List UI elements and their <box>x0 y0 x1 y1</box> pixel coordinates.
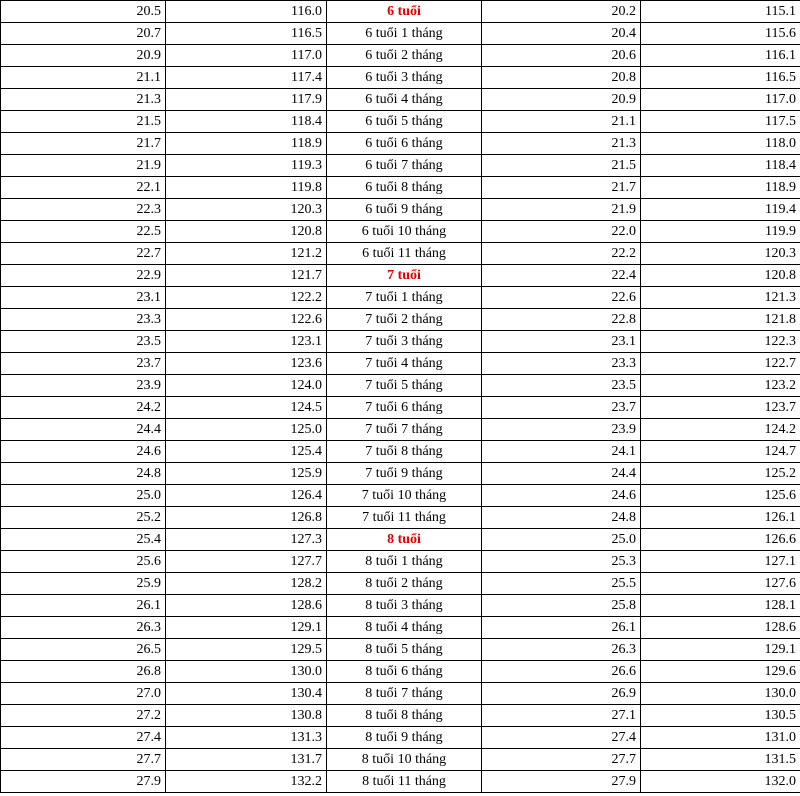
age-cell: 7 tuổi 3 tháng <box>327 331 482 353</box>
height-cell-2: 121.8 <box>641 309 800 331</box>
weight-cell-2: 26.1 <box>482 617 641 639</box>
weight-cell-2: 20.2 <box>482 1 641 23</box>
age-cell: 8 tuổi 5 tháng <box>327 639 482 661</box>
height-cell-2: 118.4 <box>641 155 800 177</box>
table-row <box>1 705 800 727</box>
weight-cell-2: 26.3 <box>482 639 641 661</box>
weight-cell-2: 22.4 <box>482 265 641 287</box>
height-cell-1: 118.9 <box>166 133 327 155</box>
age-cell: 8 tuổi 7 tháng <box>327 683 482 705</box>
height-cell-1: 116.0 <box>166 1 327 23</box>
table-row <box>1 155 800 177</box>
height-cell-1: 125.9 <box>166 463 327 485</box>
height-cell-2: 117.0 <box>641 89 800 111</box>
table-row <box>1 353 800 375</box>
table-row <box>1 265 800 287</box>
table-row <box>1 309 800 331</box>
weight-cell-1: 25.9 <box>1 573 166 595</box>
weight-cell-1: 24.2 <box>1 397 166 419</box>
weight-cell-1: 27.7 <box>1 749 166 771</box>
weight-cell-1: 22.3 <box>1 199 166 221</box>
height-cell-1: 125.4 <box>166 441 327 463</box>
height-cell-2: 130.0 <box>641 683 800 705</box>
age-cell: 6 tuổi 3 tháng <box>327 67 482 89</box>
weight-cell-2: 22.2 <box>482 243 641 265</box>
age-cell: 6 tuổi 5 tháng <box>327 111 482 133</box>
weight-cell-2: 21.9 <box>482 199 641 221</box>
height-cell-1: 131.3 <box>166 727 327 749</box>
table-row <box>1 463 800 485</box>
height-cell-1: 116.5 <box>166 23 327 45</box>
height-cell-1: 124.0 <box>166 375 327 397</box>
table-row <box>1 727 800 749</box>
height-cell-1: 130.0 <box>166 661 327 683</box>
age-cell: 6 tuổi 6 tháng <box>327 133 482 155</box>
growth-table-body <box>1 1 800 793</box>
age-cell: 6 tuổi 7 tháng <box>327 155 482 177</box>
height-cell-1: 126.8 <box>166 507 327 529</box>
table-row <box>1 111 800 133</box>
table-row <box>1 397 800 419</box>
table-row <box>1 529 800 551</box>
height-cell-2: 119.4 <box>641 199 800 221</box>
weight-cell-1: 20.5 <box>1 1 166 23</box>
weight-cell-1: 21.1 <box>1 67 166 89</box>
height-cell-1: 124.5 <box>166 397 327 419</box>
table-row <box>1 595 800 617</box>
weight-cell-1: 23.9 <box>1 375 166 397</box>
height-cell-2: 123.7 <box>641 397 800 419</box>
age-cell: 8 tuổi 8 tháng <box>327 705 482 727</box>
weight-cell-2: 20.8 <box>482 67 641 89</box>
height-cell-2: 129.6 <box>641 661 800 683</box>
age-year-cell: 6 tuổi <box>327 1 482 23</box>
age-cell: 7 tuổi 6 tháng <box>327 397 482 419</box>
height-cell-2: 122.7 <box>641 353 800 375</box>
height-cell-1: 123.1 <box>166 331 327 353</box>
weight-cell-1: 23.7 <box>1 353 166 375</box>
age-cell: 8 tuổi 3 tháng <box>327 595 482 617</box>
weight-cell-1: 22.1 <box>1 177 166 199</box>
weight-cell-2: 26.6 <box>482 661 641 683</box>
age-cell: 7 tuổi 11 tháng <box>327 507 482 529</box>
height-cell-2: 116.1 <box>641 45 800 67</box>
height-cell-1: 119.3 <box>166 155 327 177</box>
table-row <box>1 243 800 265</box>
table-row <box>1 749 800 771</box>
weight-cell-2: 25.3 <box>482 551 641 573</box>
age-cell: 7 tuổi 8 tháng <box>327 441 482 463</box>
weight-cell-2: 23.1 <box>482 331 641 353</box>
weight-cell-2: 24.8 <box>482 507 641 529</box>
weight-cell-2: 22.8 <box>482 309 641 331</box>
weight-cell-2: 20.9 <box>482 89 641 111</box>
weight-cell-2: 27.7 <box>482 749 641 771</box>
weight-cell-1: 27.4 <box>1 727 166 749</box>
age-year-cell: 8 tuổi <box>327 529 482 551</box>
height-cell-2: 128.1 <box>641 595 800 617</box>
table-row <box>1 683 800 705</box>
height-cell-2: 115.1 <box>641 1 800 23</box>
weight-cell-1: 24.8 <box>1 463 166 485</box>
table-row <box>1 617 800 639</box>
weight-cell-1: 27.2 <box>1 705 166 727</box>
height-cell-1: 127.3 <box>166 529 327 551</box>
age-cell: 8 tuổi 10 tháng <box>327 749 482 771</box>
age-cell: 6 tuổi 9 tháng <box>327 199 482 221</box>
age-cell: 8 tuổi 9 tháng <box>327 727 482 749</box>
weight-cell-1: 26.5 <box>1 639 166 661</box>
height-cell-2: 129.1 <box>641 639 800 661</box>
weight-cell-2: 23.9 <box>482 419 641 441</box>
table-row <box>1 221 800 243</box>
weight-cell-1: 23.1 <box>1 287 166 309</box>
weight-cell-2: 21.7 <box>482 177 641 199</box>
height-cell-2: 126.6 <box>641 529 800 551</box>
weight-cell-2: 27.9 <box>482 771 641 793</box>
weight-cell-1: 25.6 <box>1 551 166 573</box>
height-cell-1: 122.2 <box>166 287 327 309</box>
age-cell: 7 tuổi 4 tháng <box>327 353 482 375</box>
table-row <box>1 419 800 441</box>
height-cell-1: 132.2 <box>166 771 327 793</box>
age-cell: 8 tuổi 1 tháng <box>327 551 482 573</box>
height-cell-2: 121.3 <box>641 287 800 309</box>
weight-cell-1: 21.7 <box>1 133 166 155</box>
age-cell: 6 tuổi 11 tháng <box>327 243 482 265</box>
weight-cell-2: 21.1 <box>482 111 641 133</box>
age-cell: 6 tuổi 8 tháng <box>327 177 482 199</box>
height-cell-2: 126.1 <box>641 507 800 529</box>
height-cell-1: 129.1 <box>166 617 327 639</box>
weight-cell-1: 21.3 <box>1 89 166 111</box>
height-cell-2: 131.5 <box>641 749 800 771</box>
height-cell-2: 131.0 <box>641 727 800 749</box>
weight-cell-2: 24.4 <box>482 463 641 485</box>
weight-cell-2: 20.4 <box>482 23 641 45</box>
height-cell-1: 119.8 <box>166 177 327 199</box>
weight-cell-1: 20.9 <box>1 45 166 67</box>
age-cell: 6 tuổi 4 tháng <box>327 89 482 111</box>
height-cell-1: 130.8 <box>166 705 327 727</box>
weight-cell-2: 25.8 <box>482 595 641 617</box>
height-cell-2: 125.6 <box>641 485 800 507</box>
weight-cell-1: 24.4 <box>1 419 166 441</box>
table-row <box>1 551 800 573</box>
age-cell: 6 tuổi 1 tháng <box>327 23 482 45</box>
weight-cell-2: 22.6 <box>482 287 641 309</box>
height-cell-2: 130.5 <box>641 705 800 727</box>
table-row <box>1 507 800 529</box>
table-row <box>1 639 800 661</box>
weight-cell-2: 25.0 <box>482 529 641 551</box>
height-cell-2: 132.0 <box>641 771 800 793</box>
weight-cell-2: 23.7 <box>482 397 641 419</box>
table-row <box>1 375 800 397</box>
weight-cell-2: 23.3 <box>482 353 641 375</box>
table-row <box>1 287 800 309</box>
height-cell-2: 122.3 <box>641 331 800 353</box>
table-row <box>1 23 800 45</box>
age-cell: 8 tuổi 4 tháng <box>327 617 482 639</box>
weight-cell-1: 26.3 <box>1 617 166 639</box>
age-cell: 7 tuổi 1 tháng <box>327 287 482 309</box>
table-row <box>1 199 800 221</box>
weight-cell-1: 27.0 <box>1 683 166 705</box>
table-row <box>1 441 800 463</box>
height-cell-1: 121.2 <box>166 243 327 265</box>
height-cell-2: 115.6 <box>641 23 800 45</box>
weight-cell-1: 21.9 <box>1 155 166 177</box>
weight-cell-1: 24.6 <box>1 441 166 463</box>
height-cell-2: 116.5 <box>641 67 800 89</box>
height-cell-1: 121.7 <box>166 265 327 287</box>
weight-cell-1: 25.2 <box>1 507 166 529</box>
height-cell-2: 118.9 <box>641 177 800 199</box>
weight-cell-1: 22.5 <box>1 221 166 243</box>
height-cell-1: 126.4 <box>166 485 327 507</box>
height-cell-2: 120.3 <box>641 243 800 265</box>
height-cell-2: 124.2 <box>641 419 800 441</box>
age-cell: 7 tuổi 9 tháng <box>327 463 482 485</box>
table-row <box>1 485 800 507</box>
height-cell-2: 127.6 <box>641 573 800 595</box>
height-cell-1: 117.4 <box>166 67 327 89</box>
height-cell-2: 128.6 <box>641 617 800 639</box>
weight-cell-2: 20.6 <box>482 45 641 67</box>
weight-cell-1: 21.5 <box>1 111 166 133</box>
weight-cell-1: 20.7 <box>1 23 166 45</box>
weight-cell-2: 21.5 <box>482 155 641 177</box>
weight-cell-2: 27.1 <box>482 705 641 727</box>
table-row <box>1 67 800 89</box>
age-cell: 8 tuổi 11 tháng <box>327 771 482 793</box>
weight-cell-2: 26.9 <box>482 683 641 705</box>
height-cell-1: 120.8 <box>166 221 327 243</box>
height-cell-2: 119.9 <box>641 221 800 243</box>
height-cell-1: 131.7 <box>166 749 327 771</box>
height-cell-1: 117.0 <box>166 45 327 67</box>
height-cell-1: 122.6 <box>166 309 327 331</box>
weight-cell-1: 25.4 <box>1 529 166 551</box>
height-cell-2: 118.0 <box>641 133 800 155</box>
table-row <box>1 1 800 23</box>
table-row <box>1 573 800 595</box>
height-cell-1: 123.6 <box>166 353 327 375</box>
weight-cell-1: 22.7 <box>1 243 166 265</box>
weight-cell-1: 27.9 <box>1 771 166 793</box>
age-cell: 6 tuổi 10 tháng <box>327 221 482 243</box>
table-row <box>1 771 800 793</box>
height-cell-2: 123.2 <box>641 375 800 397</box>
table-row <box>1 133 800 155</box>
weight-cell-2: 24.1 <box>482 441 641 463</box>
age-year-cell: 7 tuổi <box>327 265 482 287</box>
height-cell-1: 125.0 <box>166 419 327 441</box>
weight-cell-1: 26.1 <box>1 595 166 617</box>
height-cell-1: 117.9 <box>166 89 327 111</box>
age-cell: 7 tuổi 10 tháng <box>327 485 482 507</box>
weight-cell-1: 23.5 <box>1 331 166 353</box>
weight-cell-2: 23.5 <box>482 375 641 397</box>
height-cell-1: 128.6 <box>166 595 327 617</box>
height-cell-1: 118.4 <box>166 111 327 133</box>
table-row <box>1 177 800 199</box>
height-cell-1: 120.3 <box>166 199 327 221</box>
weight-cell-2: 21.3 <box>482 133 641 155</box>
weight-cell-1: 25.0 <box>1 485 166 507</box>
weight-cell-2: 22.0 <box>482 221 641 243</box>
height-cell-1: 129.5 <box>166 639 327 661</box>
age-cell: 6 tuổi 2 tháng <box>327 45 482 67</box>
height-cell-2: 125.2 <box>641 463 800 485</box>
weight-cell-2: 27.4 <box>482 727 641 749</box>
height-cell-1: 130.4 <box>166 683 327 705</box>
table-row <box>1 331 800 353</box>
table-row <box>1 89 800 111</box>
height-cell-2: 124.7 <box>641 441 800 463</box>
weight-cell-1: 22.9 <box>1 265 166 287</box>
weight-cell-2: 24.6 <box>482 485 641 507</box>
age-cell: 7 tuổi 5 tháng <box>327 375 482 397</box>
age-cell: 8 tuổi 2 tháng <box>327 573 482 595</box>
height-cell-1: 128.2 <box>166 573 327 595</box>
weight-cell-1: 26.8 <box>1 661 166 683</box>
height-cell-2: 127.1 <box>641 551 800 573</box>
height-cell-2: 120.8 <box>641 265 800 287</box>
height-cell-1: 127.7 <box>166 551 327 573</box>
height-cell-2: 117.5 <box>641 111 800 133</box>
weight-cell-2: 25.5 <box>482 573 641 595</box>
table-row <box>1 661 800 683</box>
age-cell: 7 tuổi 7 tháng <box>327 419 482 441</box>
age-cell: 8 tuổi 6 tháng <box>327 661 482 683</box>
table-row <box>1 45 800 67</box>
age-cell: 7 tuổi 2 tháng <box>327 309 482 331</box>
weight-cell-1: 23.3 <box>1 309 166 331</box>
